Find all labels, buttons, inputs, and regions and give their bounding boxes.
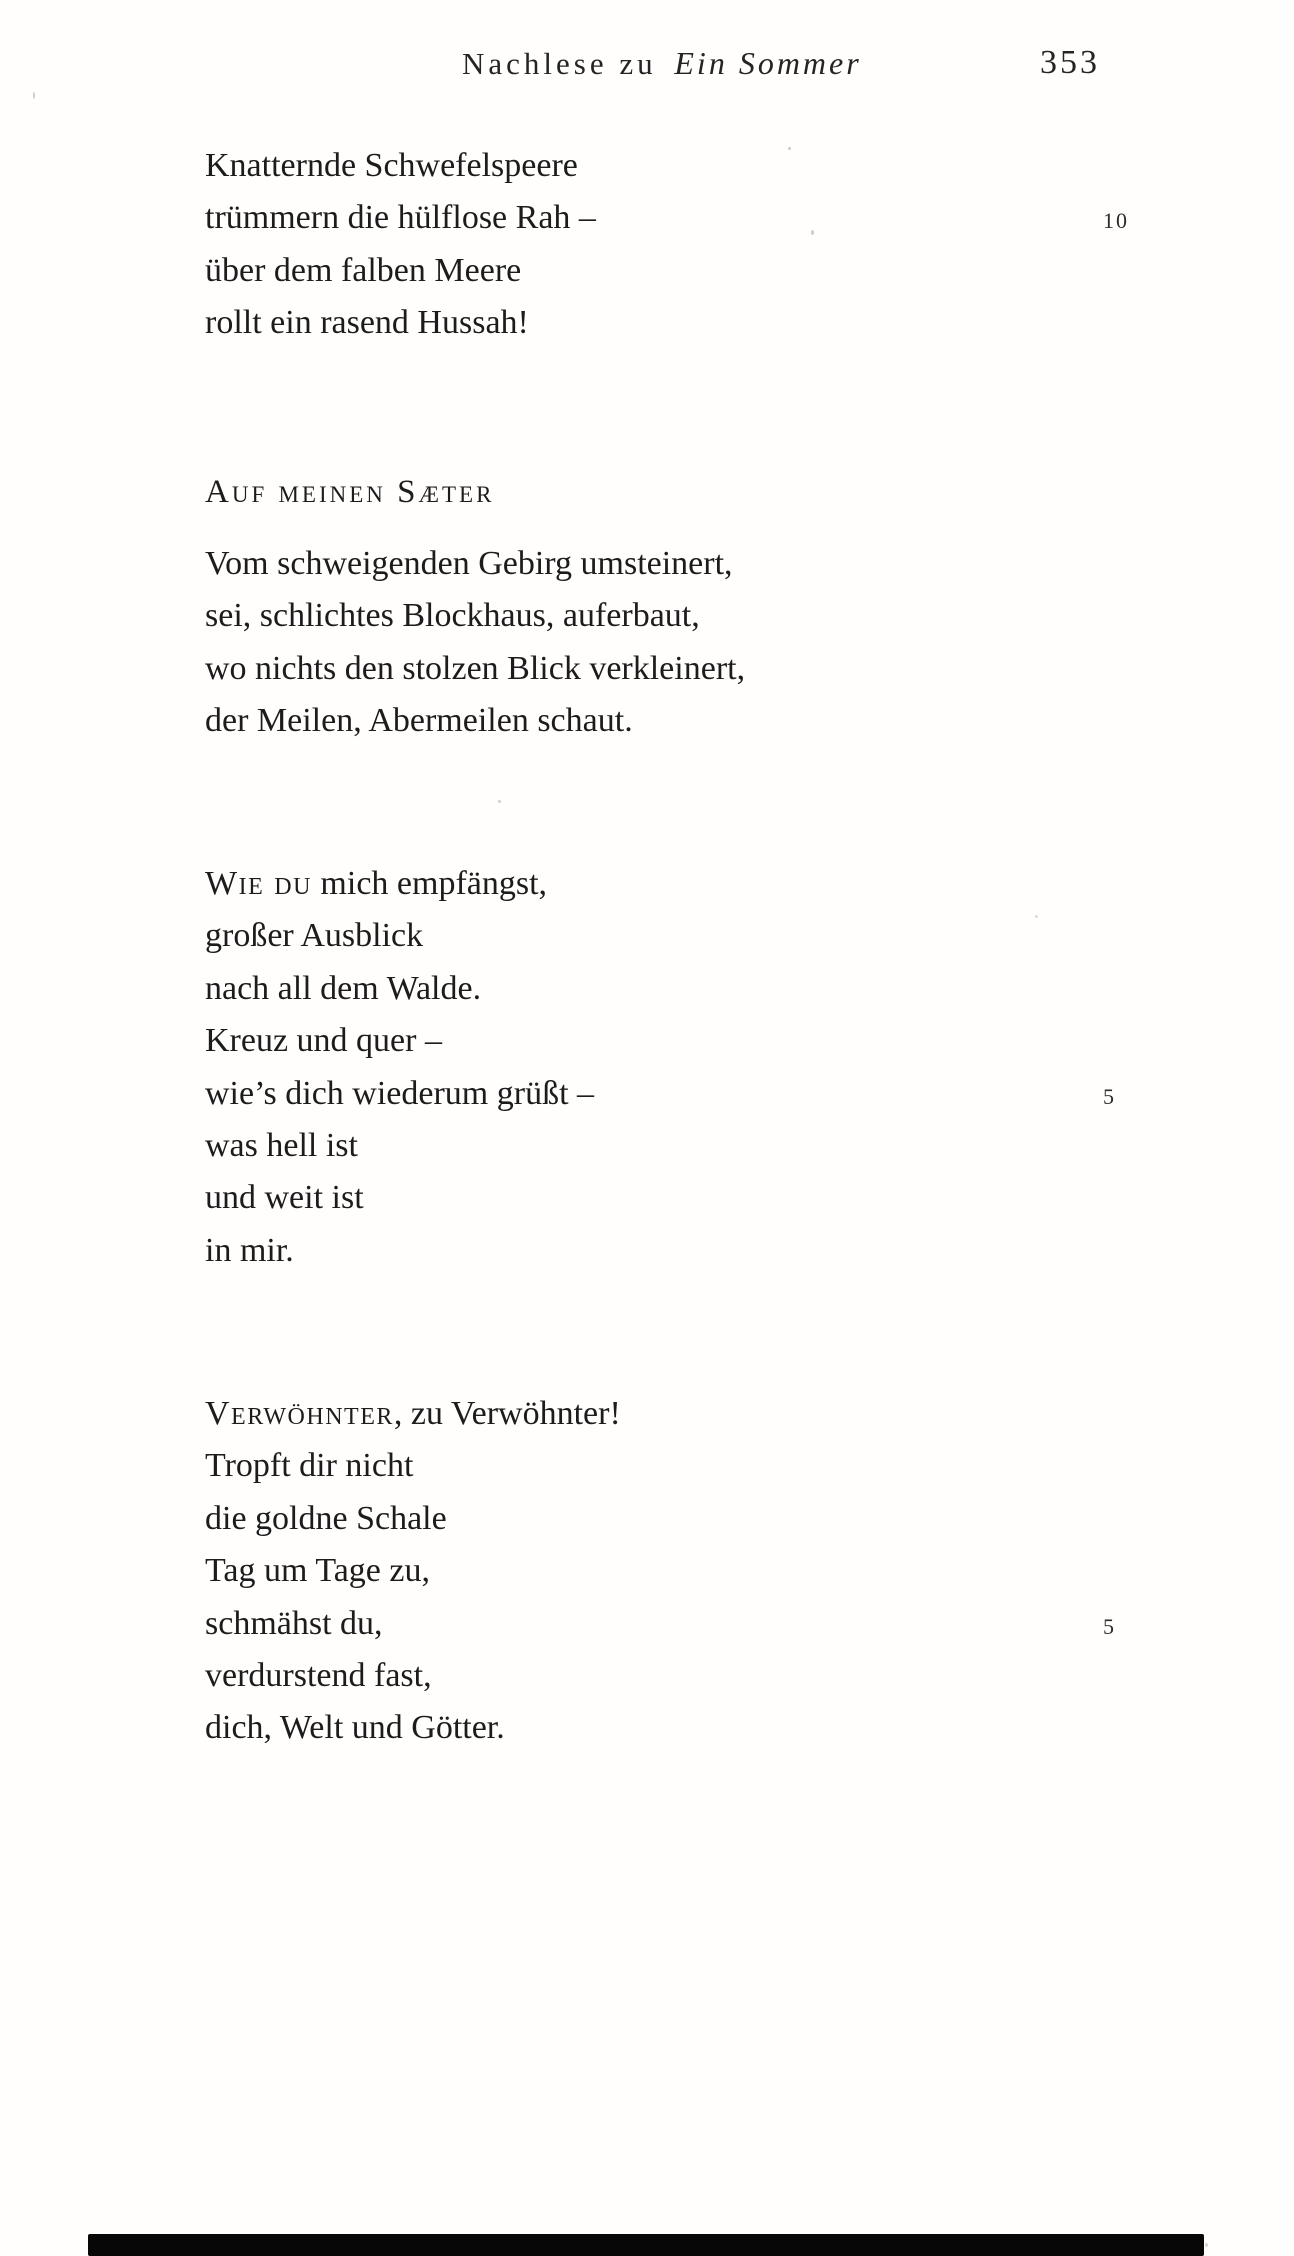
running-header xyxy=(0,38,1294,88)
stanza-wie-du-mich-empfaengst xyxy=(205,858,1235,1277)
poem-line xyxy=(205,1172,1235,1224)
poem-line xyxy=(205,245,1235,297)
poem-line-text: in mir. xyxy=(205,1231,294,1269)
running-title-roman: Nachlese zu xyxy=(462,46,657,81)
poem-line-text: und weit ist xyxy=(205,1179,364,1217)
poem-line xyxy=(205,297,1235,349)
poem-line-text: schmähst du, xyxy=(205,1604,383,1642)
scan-speck xyxy=(1205,2243,1208,2247)
poem-line xyxy=(205,140,1235,192)
poem-line-text: was hell ist xyxy=(205,1127,358,1165)
poem-line xyxy=(205,1120,1235,1172)
stanza-verwoehnter xyxy=(205,1388,1235,1755)
poem-line xyxy=(205,963,1235,1015)
scan-speck xyxy=(498,800,501,803)
verse-line-number: 5 xyxy=(1103,1083,1116,1109)
small-caps-text: Verwöhnter xyxy=(205,1395,394,1432)
small-caps-text: Wie du xyxy=(205,865,312,902)
scan-artifact-bar xyxy=(88,2234,1204,2256)
poem-line xyxy=(205,538,1235,590)
poem-line-text: verdurstend fast, xyxy=(205,1657,432,1695)
poem-line-text: Knatternde Schwefelspeere xyxy=(205,147,578,184)
poem-line xyxy=(205,858,1235,910)
verse-line-number: 5 xyxy=(1103,1613,1116,1639)
poem-line xyxy=(205,643,1235,695)
running-title xyxy=(462,38,862,89)
scan-speck xyxy=(811,230,814,235)
page-number: 353 xyxy=(1040,44,1100,81)
poem-line-text: rollt ein rasend Hussah! xyxy=(205,304,529,342)
poem-line-text: nach all dem Walde. xyxy=(205,969,482,1007)
poem-line-text: dich, Welt und Götter. xyxy=(205,1709,505,1747)
poem-line xyxy=(205,1225,1235,1277)
poem-line xyxy=(205,1598,1235,1650)
scan-speck xyxy=(1035,915,1038,918)
poem-line-text: großer Ausblick xyxy=(205,917,424,955)
poem-line xyxy=(205,1015,1235,1067)
poem-line xyxy=(205,590,1235,642)
poem-line xyxy=(205,1440,1235,1492)
poem-line xyxy=(205,1068,1235,1120)
poem-line xyxy=(205,910,1235,962)
verse-line-number: 10 xyxy=(1103,208,1129,234)
poem-line xyxy=(205,192,1235,244)
poem-line-text: Tropft dir nicht xyxy=(205,1447,414,1485)
stanza-sturmfahrt-continuation xyxy=(205,140,1235,350)
poem-line xyxy=(205,695,1235,747)
poem-title xyxy=(205,466,494,518)
poem-line-text: wie’s dich wiederum grüßt – xyxy=(205,1074,595,1112)
running-title-italic: Ein Sommer xyxy=(674,45,862,81)
poem-line-text: sei, schlichtes Blockhaus, auferbaut, xyxy=(205,597,700,635)
poem-line-text: , zu Verwöhnter! xyxy=(393,1395,621,1432)
poem-line-text: Tag um Tage zu, xyxy=(205,1552,430,1590)
poem-line-text: trümmern die hülflose Rah – xyxy=(205,199,596,237)
poem-title-text: Auf meinen Sæter xyxy=(205,474,495,510)
poem-line-text: mich empfängst, xyxy=(311,865,548,902)
poem-line xyxy=(205,1545,1235,1597)
poem-line-text: Vom schweigenden Gebirg umsteinert, xyxy=(205,545,733,582)
poem-line xyxy=(205,1702,1235,1754)
poem-line xyxy=(205,1388,1235,1440)
stanza-auf-meinen-saeter xyxy=(205,538,1235,748)
poem-line xyxy=(205,1650,1235,1702)
poem-line xyxy=(205,1493,1235,1545)
scan-speck xyxy=(788,147,791,150)
poem-line-text: der Meilen, Abermeilen schaut. xyxy=(205,702,633,740)
scan-speck xyxy=(33,92,35,99)
poem-line-text: die goldne Schale xyxy=(205,1499,447,1537)
poem-line-text: über dem falben Meere xyxy=(205,251,522,289)
poem-line-text: wo nichts den stolzen Blick verkleinert, xyxy=(205,649,746,687)
poem-line-text: Kreuz und quer – xyxy=(205,1022,442,1060)
